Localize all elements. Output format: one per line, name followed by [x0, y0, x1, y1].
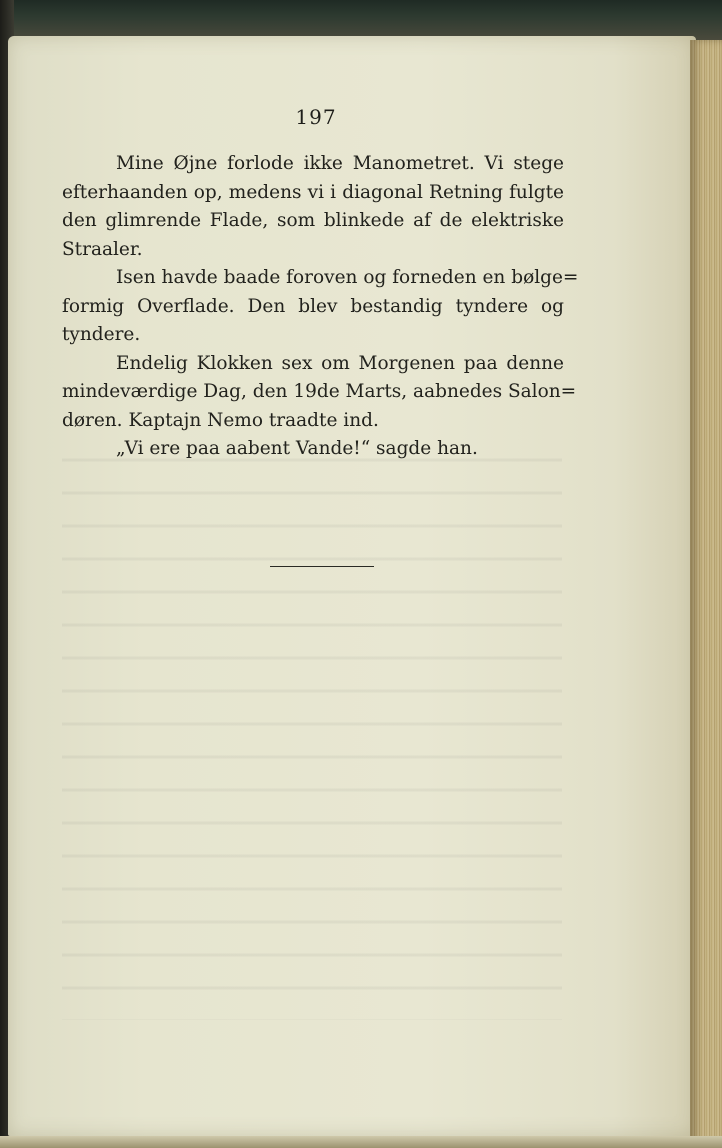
- text-line: Endelig Klokken sex om Morgenen paa denne: [116, 352, 564, 374]
- text-line: døren. Kaptajn Nemo traadte ind.: [62, 409, 379, 431]
- text-line: mindeværdige Dag, den 19de Marts, aabnedes Salon=: [62, 381, 577, 402]
- show-through-text: [62, 440, 562, 1020]
- text-line: Mine Øjne forlode ikke Manometret. Vi stege: [116, 153, 564, 174]
- text-line: Isen havde baade foroven og forneden en bølge=: [116, 267, 579, 288]
- page-edges: [690, 40, 722, 1148]
- text-line: efterhaanden op, medens vi i diagonal Retning fulgte: [62, 181, 564, 203]
- text-line: formig Overflade. Den blev bestandig tyndere og: [62, 295, 564, 317]
- text-line: Straaler.: [62, 238, 143, 260]
- body-text: [62, 150, 579, 464]
- section-divider: [270, 566, 374, 567]
- book-bottom-edge: [0, 1136, 722, 1148]
- book-cover-top: [0, 0, 722, 40]
- text-line: „Vi ere paa aabent Vande!“ sagde han.: [116, 438, 478, 459]
- text-line: tyndere.: [62, 324, 141, 345]
- text-line: den glimrende Flade, som blinkede af de elektriske: [62, 210, 564, 231]
- page-number: 197: [295, 105, 337, 129]
